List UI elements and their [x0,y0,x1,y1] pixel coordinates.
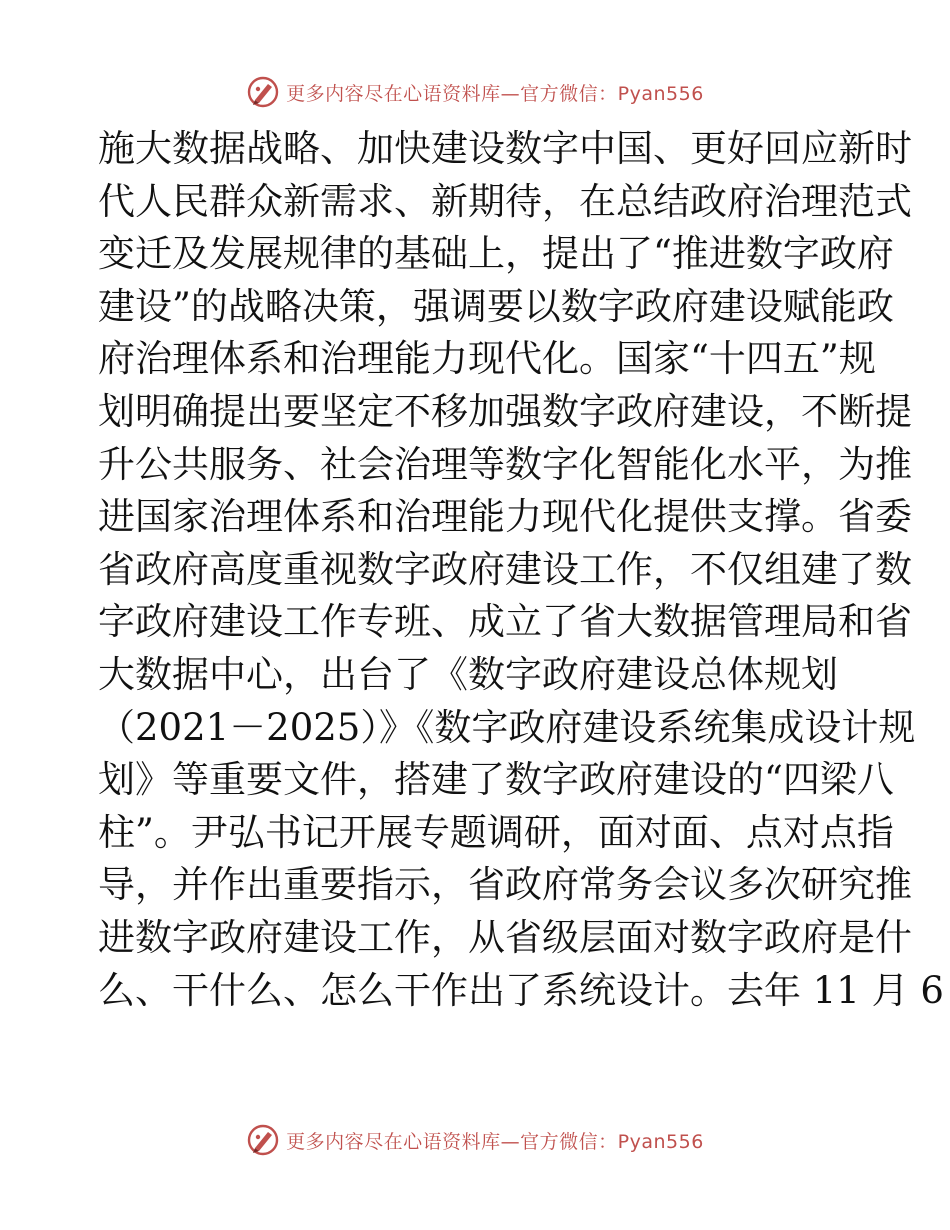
text-line: 进国家治理体系和治理能力现代化提供支撑。省委 [98,495,912,539]
footer-banner-text: 更多内容尽在心语资料库—官方微信：Pyan556 [286,1130,704,1153]
text-line: 大数据中心，出台了《数字政府建设总体规划 [98,652,838,696]
text-line: 字政府建设工作专班、成立了省大数据管理局和省 [98,600,912,644]
text-line: （2021－2025）》《数字政府建设系统集成设计规 [98,705,916,749]
text-line: 进数字政府建设工作，从省级层面对数字政府是什 [98,915,912,959]
text-line: 划明确提出要坚定不移加强数字政府建设，不断提 [98,389,912,433]
text-line: 府治理体系和治理能力现代化。国家“十四五”规 [98,337,876,381]
text-line: 省政府高度重视数字政府建设工作，不仅组建了数 [98,547,912,591]
footer-banner [0,1120,950,1160]
text-line: 么、干什么、怎么干作出了系统设计。去年 11 月 6 [98,968,944,1012]
text-line: 变迁及发展规律的基础上，提出了“推进数字政府 [98,232,894,276]
text-line: 升公共服务、社会治理等数字化智能化水平，为推 [98,442,912,486]
text-line: 柱”。尹弘书记开展专题调研，面对面、点对点指 [98,810,894,854]
pen-circle-logo-icon [246,1123,280,1157]
header-banner [0,72,950,112]
pen-circle-logo-icon [246,75,280,109]
text-line: 代人民群众新需求、新期待，在总结政府治理范式 [98,179,912,223]
text-line: 导，并作出重要指示，省政府常务会议多次研究推 [98,863,912,907]
header-banner-text: 更多内容尽在心语资料库—官方微信：Pyan556 [286,82,704,105]
text-line: 建设”的战略决策，强调要以数字政府建设赋能政 [98,284,894,328]
text-line: 划》等重要文件，搭建了数字政府建设的“四梁八 [98,758,894,802]
document-body [98,123,944,1017]
text-line: 施大数据战略、加快建设数字中国、更好回应新时 [98,127,912,170]
